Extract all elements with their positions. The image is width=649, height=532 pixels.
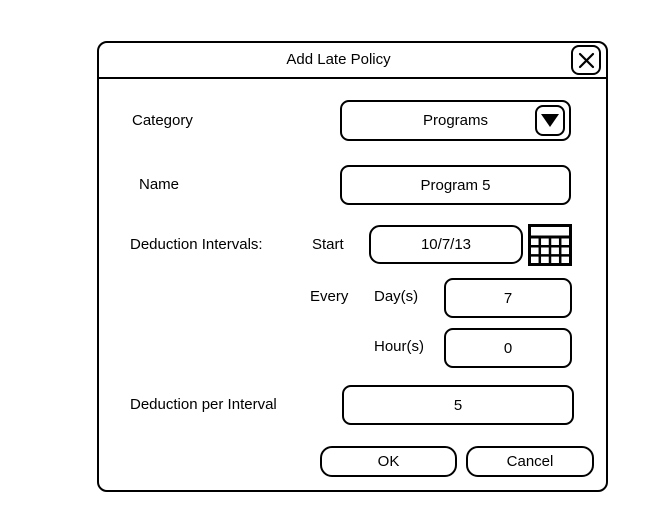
chevron-down-icon bbox=[540, 113, 560, 128]
dialog-titlebar bbox=[99, 43, 606, 79]
deduction-intervals-label: Deduction Intervals: bbox=[130, 236, 263, 253]
hours-input[interactable] bbox=[444, 328, 572, 368]
hours-label: Hour(s) bbox=[374, 338, 425, 355]
cancel-button[interactable]: Cancel bbox=[466, 446, 594, 477]
close-button[interactable] bbox=[571, 45, 601, 75]
days-label: Day(s) bbox=[374, 288, 419, 305]
add-late-policy-dialog bbox=[97, 41, 608, 492]
deduction-per-interval-input[interactable] bbox=[342, 385, 574, 425]
calendar-icon bbox=[528, 224, 572, 266]
category-dropdown-value: Programs bbox=[422, 112, 489, 129]
start-date-input[interactable] bbox=[369, 225, 523, 264]
close-icon bbox=[578, 52, 595, 69]
name-label: Name bbox=[139, 176, 180, 193]
start-label: Start bbox=[312, 236, 344, 253]
name-input[interactable] bbox=[340, 165, 571, 205]
days-input[interactable] bbox=[444, 278, 572, 318]
category-label: Category bbox=[132, 112, 193, 129]
category-dropdown[interactable] bbox=[340, 100, 571, 141]
ok-button[interactable]: OK bbox=[320, 446, 457, 477]
deduction-per-interval-label: Deduction per Interval bbox=[130, 396, 277, 413]
category-dropdown-button[interactable] bbox=[535, 105, 565, 136]
dialog-title: Add Late Policy bbox=[286, 51, 391, 68]
calendar-picker-button[interactable] bbox=[528, 224, 572, 266]
every-label: Every bbox=[310, 288, 349, 305]
